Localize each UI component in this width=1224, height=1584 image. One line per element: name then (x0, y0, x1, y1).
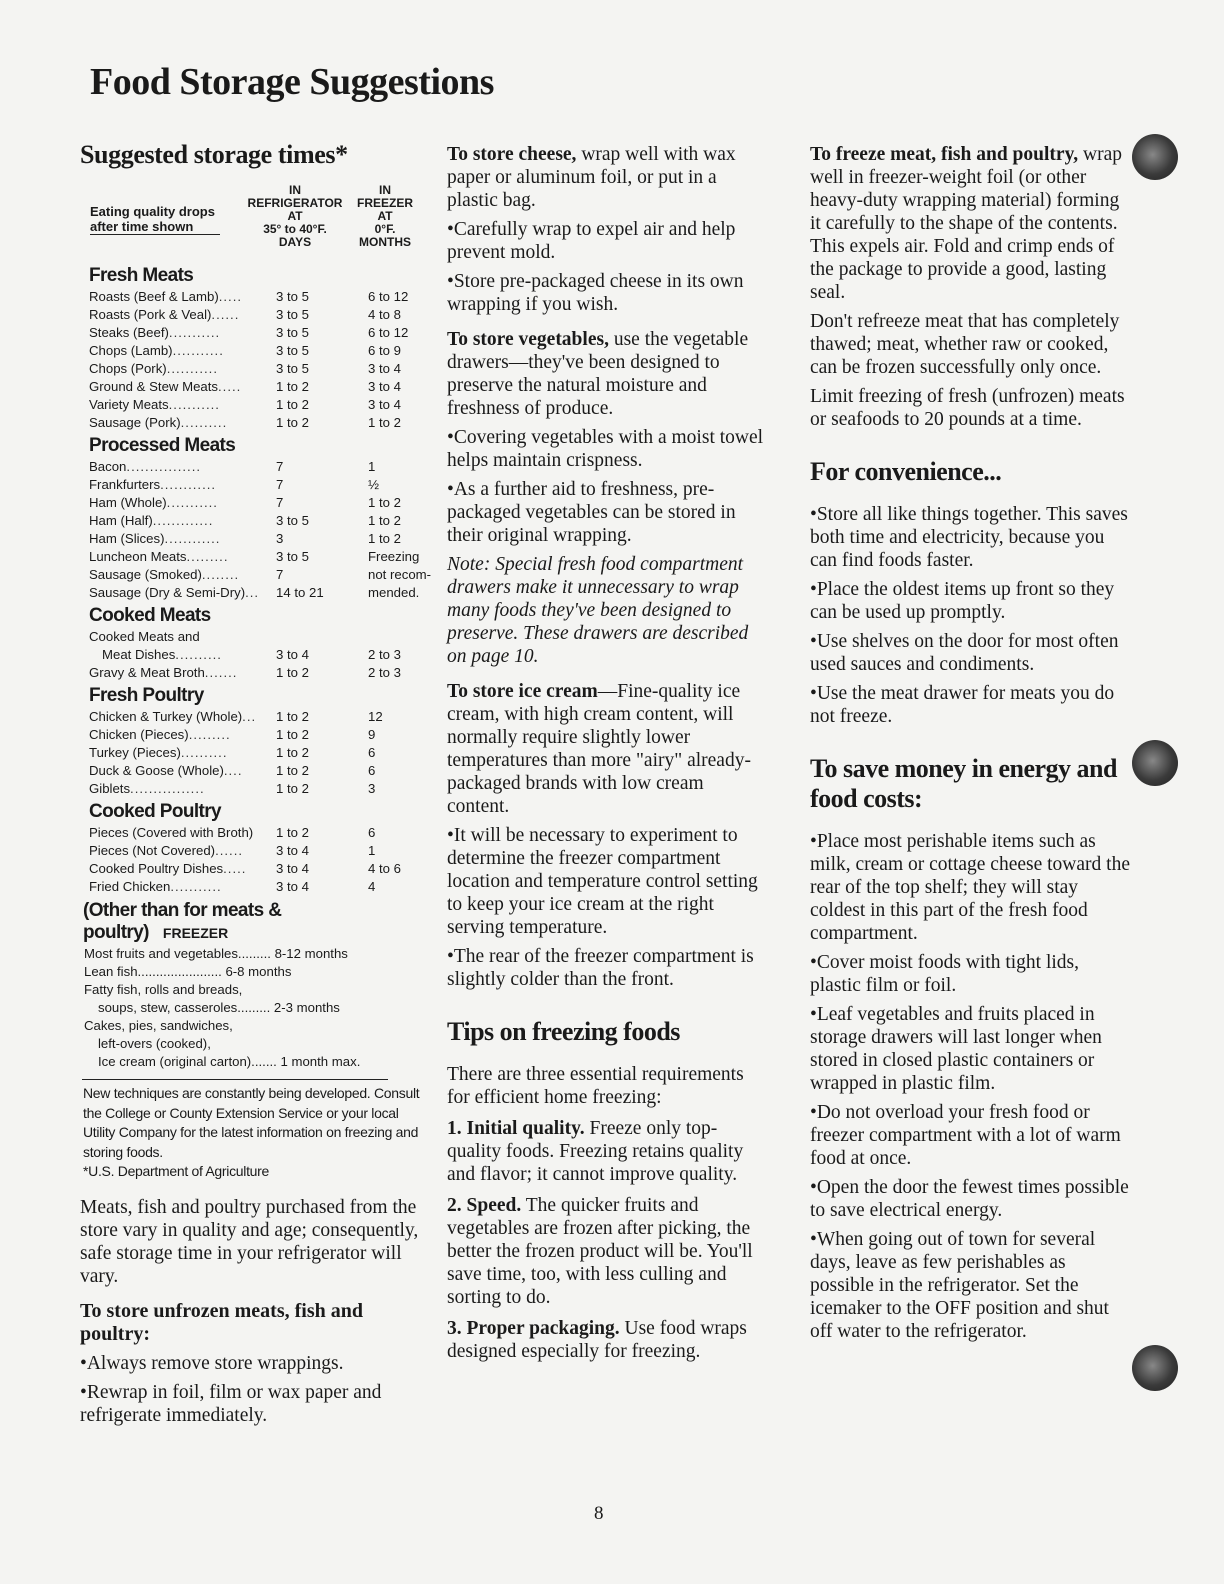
freezer-months: mended. (368, 585, 420, 600)
binder-hole-icon (1132, 134, 1178, 180)
food-item (89, 824, 253, 842)
freezer-months: 1 to 2 (368, 495, 401, 510)
food-item-name: Fried Chicken (89, 879, 171, 894)
table-row (80, 324, 420, 342)
food-item (89, 342, 224, 360)
food-item (89, 512, 213, 530)
column-header-line: REFRIGERATOR (247, 196, 343, 210)
table-row (80, 458, 420, 476)
tip-item (447, 1194, 765, 1309)
food-item-name: Gravy & Meat Broth (89, 665, 205, 680)
table-row (80, 824, 420, 842)
page-number: 8 (594, 1503, 604, 1524)
table-row (80, 476, 420, 494)
column-header-line: IN (379, 183, 391, 197)
bullet-item: • Do not overload your fresh food or freezer compartment with a lot of warm food at once. (810, 1101, 1130, 1170)
bullet-item: • Store pre-packaged cheese in its own wrapping if you wish. (447, 270, 765, 316)
freezer-months: 6 (368, 745, 376, 760)
leader-dots: .... (223, 763, 243, 778)
leader-dots: ........ (201, 567, 240, 582)
bullet-item: • Use the meat drawer for meats you do not freeze. (810, 682, 1130, 728)
freezer-months: 1 (368, 459, 376, 474)
tips-intro: There are three essential requirements for efficient home freezing: (447, 1064, 744, 1108)
freezer-months: 3 (368, 781, 376, 796)
leader-dots: ..... (223, 861, 247, 876)
refrigerator-days: 1 to 2 (276, 763, 309, 778)
refrigerator-days: 3 to 5 (276, 343, 309, 358)
leader-dots: ........... (170, 879, 222, 894)
other-food-item: Ice cream (original carton)....... 1 month max. (98, 1054, 361, 1069)
other-food-item: Cakes, pies, sandwiches, (84, 1018, 233, 1033)
save-money-heading: To save money in energy and food costs: (810, 754, 1117, 813)
vegetables-list (447, 426, 765, 547)
freezer-months: 2 to 3 (368, 647, 401, 662)
freezer-months: 6 to 12 (368, 325, 409, 340)
refrigerator-days: 3 to 4 (276, 843, 309, 858)
refrigerator-days: 7 (276, 495, 284, 510)
storage-table (80, 265, 432, 896)
limit-text: Limit freezing of fresh (unfrozen) meats or seafoods to 20 pounds at a time. (810, 386, 1125, 430)
freezer-months: 6 (368, 763, 376, 778)
vegetables-paragraph: To store vegetables, use the vegetable drawers—they've been designed to preserve the natural moisture and freshness of produce. (447, 329, 749, 419)
freezer-months: not recom- (368, 567, 432, 582)
food-item-name: Sausage (Pork) (89, 415, 181, 430)
food-item-name: Ham (Half) (89, 513, 153, 528)
food-item-name: Sausage (Dry & Semi-Dry) (89, 585, 246, 600)
refrigerator-days: 3 to 4 (276, 879, 309, 894)
table-row (80, 512, 420, 530)
leader-dots: ...... (215, 843, 244, 858)
food-item-name: Pieces (Covered with Broth) (89, 825, 254, 840)
cheese-vegetables-column (447, 143, 765, 1363)
column-header-line: 0°F. (374, 222, 396, 236)
divider (82, 1079, 388, 1080)
ice-cream-list (447, 824, 765, 991)
food-item-name: Steaks (Beef) (89, 325, 169, 340)
refrigerator-days: 1 to 2 (276, 415, 309, 430)
column-header-line: 35° to 40°F. (263, 222, 327, 236)
food-item-name: Ham (Slices) (89, 531, 165, 546)
freezer-months: 1 to 2 (368, 513, 401, 528)
food-item (89, 530, 220, 548)
table-row (80, 762, 420, 780)
bullet-item: • When going out of town for several days, leave as few perishables as possible in the refrigerator. Set the icemaker to the OFF position and shut off water to the refrigerator. (810, 1228, 1130, 1343)
food-item-name: Chops (Lamb) (89, 343, 173, 358)
table-row (80, 306, 420, 324)
table-row (80, 548, 420, 566)
save-money-list (810, 830, 1130, 1343)
tips-heading: Tips on freezing foods (447, 1017, 680, 1046)
freezer-months: 4 to 6 (368, 861, 401, 876)
meats-vary-text: Meats, fish and poultry purchased from the store vary in quality and age; consequently, safe storage time in your refrigerator will vary. (80, 1196, 419, 1287)
freeze-paragraph: To freeze meat, fish and poultry, wrap well in freezer-weight foil (or other heavy-duty wrapping material) forming it carefully to the shape of the contents. This expels air. Fold and crimp ends of the package to provide a good, lasting seal. (810, 144, 1122, 303)
food-item (89, 584, 259, 602)
food-item (89, 726, 231, 744)
food-item-name: Chicken & Turkey (Whole) (89, 709, 243, 724)
refrigerator-days: 3 to 5 (276, 307, 309, 322)
usda-footnote: *U.S. Department of Agriculture (83, 1163, 270, 1179)
storage-times-heading: Suggested storage times* (80, 140, 348, 169)
food-item (89, 842, 243, 860)
leader-dots: ............ (160, 477, 217, 492)
table-header (80, 184, 420, 262)
bullet-item: • Open the door the fewest times possible to save electrical energy. (810, 1176, 1130, 1222)
cheese-paragraph: To store cheese, wrap well with wax paper or aluminum foil, or put in a plastic bag. (447, 144, 736, 211)
cheese-list (447, 218, 765, 316)
food-item-name: Roasts (Pork & Veal) (89, 307, 212, 322)
table-row (80, 360, 420, 378)
food-item-name: Duck & Goose (Whole) (89, 763, 224, 778)
food-item-name: Meat Dishes (102, 647, 176, 662)
freezer-months: 3 to 4 (368, 361, 401, 376)
freezer-months: 6 to 12 (368, 289, 409, 304)
storage-times-column (80, 140, 432, 1427)
refrigerator-days: 1 to 2 (276, 825, 309, 840)
leader-dots: ... (242, 709, 257, 724)
food-item (102, 646, 222, 664)
food-item-name: Chicken (Pieces) (89, 727, 189, 742)
refrigerator-days: 3 to 4 (276, 861, 309, 876)
other-food-item: Most fruits and vegetables......... 8-12 months (84, 946, 348, 961)
food-item-name: Bacon (89, 459, 127, 474)
leader-dots: ......... (186, 549, 229, 564)
food-item (89, 762, 243, 780)
leader-dots: ....... (204, 665, 238, 680)
other-food-item: left-overs (cooked), (98, 1036, 211, 1051)
other-food-item: Lean fish....................... 6-8 months (84, 964, 292, 979)
tip-lead: 1. Initial quality. (447, 1118, 585, 1139)
food-item-name: Giblets (89, 781, 131, 796)
table-row (80, 414, 420, 432)
bullet-item: • Store all like things together. This saves both time and electricity, because you can find foods faster. (810, 503, 1130, 572)
refrigerator-days: 7 (276, 567, 284, 582)
refrigerator-days: 1 to 2 (276, 397, 309, 412)
column-header-line: AT (287, 209, 303, 223)
food-item-name: Sausage (Smoked) (89, 567, 202, 582)
binder-hole-icon (1132, 740, 1178, 786)
leader-dots: ............ (164, 531, 221, 546)
leader-dots: ..... (218, 289, 243, 304)
leader-dots: .......... (175, 647, 222, 662)
freezer-months: 3 to 4 (368, 379, 401, 394)
tip-lead: 3. Proper packaging. (447, 1318, 620, 1339)
bullet-item: • Always remove store wrappings. (80, 1352, 420, 1375)
food-item (89, 288, 242, 306)
food-item-name: Ground & Stew Meats (89, 379, 219, 394)
freezer-months: 6 (368, 825, 376, 840)
column-header-line: MONTHS (359, 235, 411, 249)
tip-item (447, 1117, 765, 1186)
leader-dots: ......... (188, 727, 231, 742)
extension-note: New techniques are constantly being developed. Consult the College or County Extension Service or your local Utility Company for the latest information on freezing and storing foods. (83, 1085, 420, 1160)
food-item-name: Chops (Pork) (89, 361, 167, 376)
leader-dots: ........... (166, 495, 218, 510)
eating-quality-note: Eating quality drops after time shown (90, 204, 220, 235)
food-item (89, 476, 216, 494)
food-item-name: Cooked Meats and (89, 629, 200, 644)
refrigerator-days: 1 to 2 (276, 781, 309, 796)
tip-text: Freeze only top-quality foods. Freezing retains quality and flavor; it cannot improve quality. (447, 1118, 744, 1185)
table-row (80, 878, 420, 896)
bullet-item: • Place most perishable items such as milk, cream or cottage cheese toward the rear of the top shelf; they will stay coldest in this part of the fresh food compartment. (810, 830, 1130, 945)
table-row (80, 342, 420, 360)
leader-dots: ........... (168, 325, 221, 340)
bullet-item: • Use shelves on the door for most often used sauces and condiments. (810, 630, 1130, 676)
table-row (80, 494, 420, 512)
refrigerator-column-header (245, 184, 345, 249)
column-header-line: FREEZER (356, 196, 413, 210)
food-item (89, 494, 218, 512)
table-row (80, 628, 420, 646)
food-item (89, 628, 200, 646)
food-item-name: Roasts (Beef & Lamb) (89, 289, 219, 304)
refrigerator-days: 3 (276, 531, 284, 546)
leader-dots: ........... (166, 361, 218, 376)
freezer-months: 3 to 4 (368, 397, 401, 412)
column-header-line: AT (377, 209, 393, 223)
bullet-item: • Covering vegetables with a moist towel helps maintain crispness. (447, 426, 765, 472)
bullet-item: • Cover moist foods with tight lids, plastic film or foil. (810, 951, 1130, 997)
food-item (89, 458, 201, 476)
food-item (89, 664, 237, 682)
tip-text: The quicker fruits and vegetables are frozen after picking, the better the frozen product will be. You'll save time, too, with less culling and sorting to do. (447, 1195, 753, 1308)
bullet-item: • Place the oldest items up front so they can be used up promptly. (810, 578, 1130, 624)
leader-dots: .......... (180, 415, 228, 430)
column-header-line: IN (289, 183, 301, 197)
other-food-item: Fatty fish, rolls and breads, (84, 982, 243, 997)
table-row (80, 566, 432, 584)
table-row (80, 646, 420, 664)
refrigerator-days: 14 to 21 (276, 585, 324, 600)
food-item (89, 360, 218, 378)
food-item (89, 396, 220, 414)
other-foods-heading: (Other than for meats & poultry) FREEZER (83, 900, 282, 943)
food-item-name: Pieces (Not Covered) (89, 843, 216, 858)
category-heading: Cooked Poultry (89, 801, 222, 822)
bullet-item: • Leaf vegetables and fruits placed in storage drawers will last longer when stored in closed plastic containers or wrapped in plastic film. (810, 1003, 1130, 1095)
freezer-months: 4 (368, 879, 376, 894)
refrigerator-days: 1 to 2 (276, 379, 309, 394)
table-row (80, 726, 420, 744)
convenience-list (810, 503, 1130, 728)
food-item (89, 744, 227, 762)
food-item-name: Variety Meats (89, 397, 169, 412)
food-item (89, 306, 239, 324)
refrigerator-days: 7 (276, 459, 284, 474)
freezer-months: 4 to 8 (368, 307, 401, 322)
refrigerator-days: 3 to 5 (276, 325, 309, 340)
table-row (80, 378, 420, 396)
freezer-months: Freezing (368, 549, 420, 564)
bullet-item: • It will be necessary to experiment to determine the freezer compartment location and temperature control setting to keep your ice cream at the right serving temperature. (447, 824, 765, 939)
convenience-heading: For convenience... (810, 457, 1002, 486)
leader-dots: ...... (211, 307, 240, 322)
unfrozen-heading: To store unfrozen meats, fish and poultry: (80, 1299, 363, 1345)
refreeze-text: Don't refreeze meat that has completely thawed; meat, whether raw or cooked, can be frozen successfully only once. (810, 311, 1120, 378)
table-row (80, 744, 420, 762)
leader-dots: ........... (172, 343, 224, 358)
bullet-item: • Rewrap in foil, film or wax paper and refrigerate immediately. (80, 1381, 420, 1427)
refrigerator-days: 1 to 2 (276, 727, 309, 742)
food-item (89, 414, 227, 432)
tip-item (447, 1317, 765, 1363)
food-item-name: Turkey (Pieces) (89, 745, 181, 760)
leader-dots: .......... (180, 745, 228, 760)
freezer-months: 2 to 3 (368, 665, 401, 680)
leader-dots: ........... (168, 397, 220, 412)
refrigerator-days: 3 to 5 (276, 513, 309, 528)
leader-dots: ..... (218, 379, 242, 394)
food-item (89, 324, 220, 342)
page-title: Food Storage Suggestions (90, 61, 494, 103)
table-row (80, 664, 420, 682)
refrigerator-days: 3 to 5 (276, 361, 309, 376)
leader-dots: ............. (152, 513, 214, 528)
refrigerator-days: 3 to 4 (276, 647, 309, 662)
tips-list (447, 1117, 765, 1363)
other-foods-list (80, 945, 420, 1071)
table-row (80, 288, 420, 306)
leader-dots: ... (245, 585, 260, 600)
food-item (89, 878, 222, 896)
column-header-line: DAYS (278, 235, 312, 249)
unfrozen-list (80, 1352, 420, 1427)
food-item (89, 708, 256, 726)
food-item (89, 548, 229, 566)
table-row (80, 842, 420, 860)
refrigerator-days: 3 to 5 (276, 289, 309, 304)
freezer-months: ½ (368, 477, 379, 492)
other-food-item: soups, stew, casseroles......... 2-3 months (98, 1000, 340, 1015)
table-row (80, 530, 420, 548)
category-heading: Processed Meats (89, 435, 236, 456)
food-item-name: Ham (Whole) (89, 495, 167, 510)
refrigerator-days: 3 to 5 (276, 549, 309, 564)
refrigerator-days: 1 to 2 (276, 665, 309, 680)
refrigerator-days: 1 to 2 (276, 745, 309, 760)
table-row (80, 860, 420, 878)
freezer-months: 9 (368, 727, 376, 742)
food-item-name: Cooked Poultry Dishes (89, 861, 224, 876)
category-heading: Cooked Meats (89, 605, 211, 626)
freezer-months: 6 to 9 (368, 343, 401, 358)
freezer-months: 1 (368, 843, 376, 858)
table-row (80, 396, 420, 414)
food-item (89, 378, 241, 396)
ice-cream-paragraph: To store ice cream—Fine-quality ice cream, with high cream content, will normally require slightly lower temperatures than more "airy" already-packaged brands with low cream content. (447, 681, 751, 817)
drawers-note: Note: Special fresh food compartment drawers make it unnecessary to wrap many foods they've been designed to preserve. These drawers are described on page 10. (447, 554, 749, 667)
leader-dots: ................ (130, 781, 205, 796)
table-row (80, 780, 420, 798)
food-item (89, 860, 246, 878)
tip-lead: 2. Speed. (447, 1195, 522, 1216)
table-row (80, 708, 420, 726)
freezer-months: 12 (368, 709, 383, 724)
refrigerator-days: 7 (276, 477, 284, 492)
food-item (89, 566, 239, 584)
bullet-item: • Carefully wrap to expel air and help prevent mold. (447, 218, 765, 264)
bullet-item: • As a further aid to freshness, pre-packaged vegetables can be stored in their original wrapping. (447, 478, 765, 547)
leader-dots: ................ (126, 459, 202, 474)
table-row (80, 584, 420, 602)
tip-text: Use food wraps designed especially for freezing. (447, 1318, 747, 1362)
freezer-column-header (350, 184, 420, 249)
food-item-name: Luncheon Meats (89, 549, 187, 564)
freezing-column (810, 143, 1130, 1343)
category-heading: Fresh Meats (89, 265, 194, 286)
food-item (89, 780, 205, 798)
freezer-months: 1 to 2 (368, 415, 401, 430)
binder-hole-icon (1132, 1345, 1178, 1391)
food-item-name: Frankfurters (89, 477, 161, 492)
refrigerator-days: 1 to 2 (276, 709, 309, 724)
freezer-months: 1 to 2 (368, 531, 401, 546)
bullet-item: • The rear of the freezer compartment is slightly colder than the front. (447, 945, 765, 991)
category-heading: Fresh Poultry (89, 685, 204, 706)
